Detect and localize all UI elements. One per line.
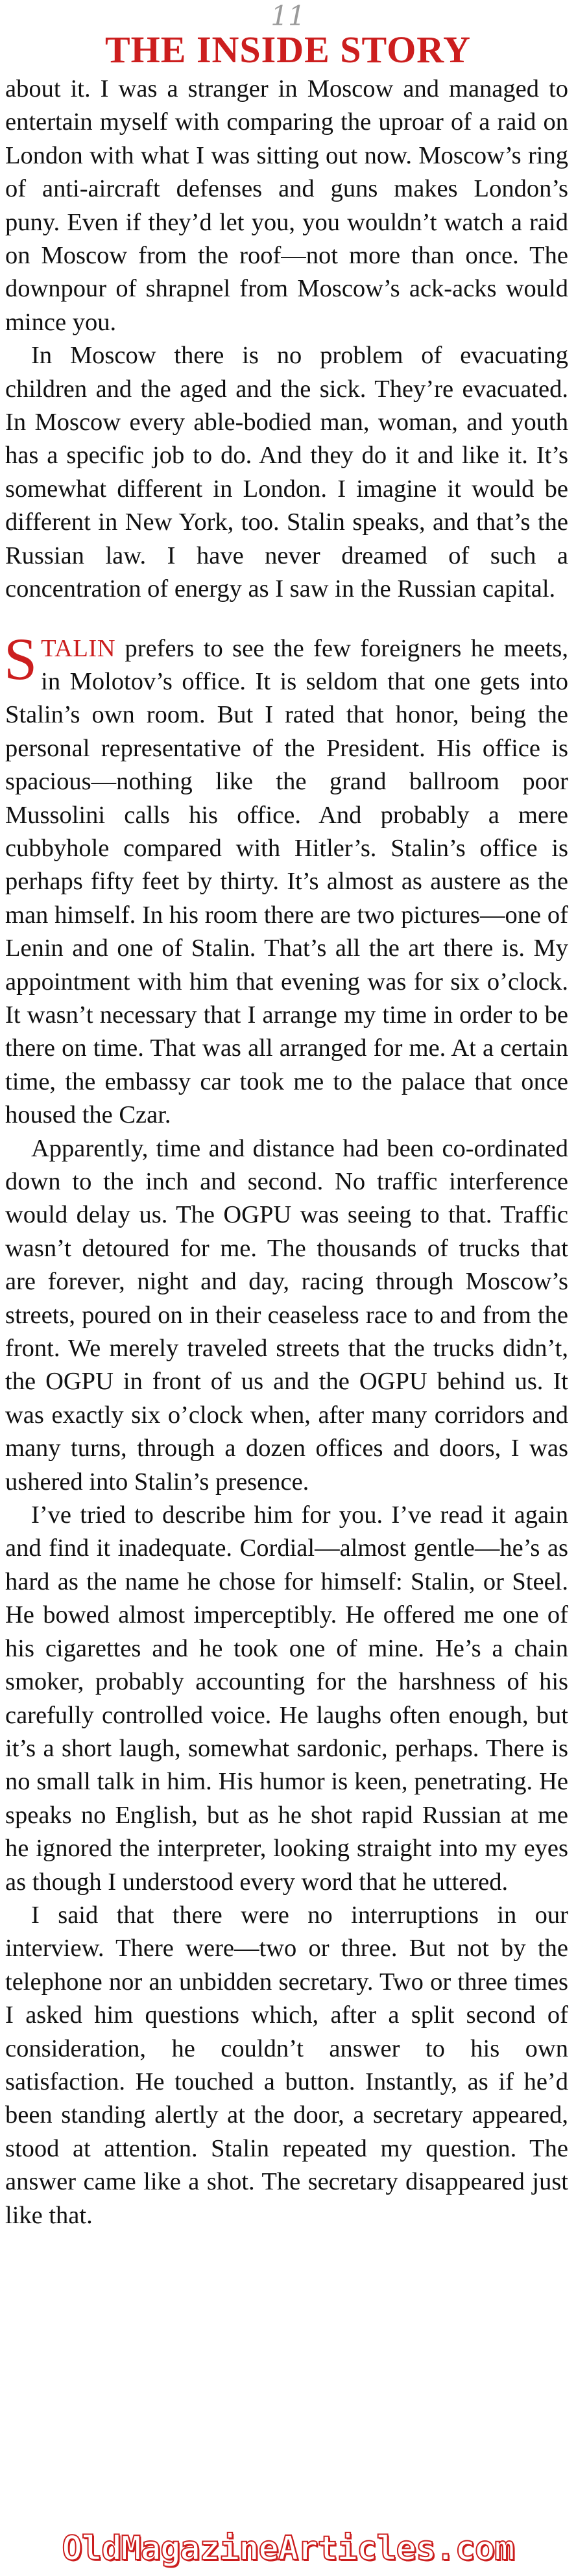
paragraph: about it. I was a stranger in Moscow and managed to entertain myself with comparing the uproar of a raid on London with what I was sitting out now. Moscow’s ring of anti-aircraft defenses and guns makes London’s puny. Even if they’d let you, you wouldn’t watch a raid on Moscow from the roof—not more than once. The downpour of shrapnel from Moscow’s ack-acks would mince you. xyxy=(5,75,568,336)
paragraph-text: prefers to see the few foreigners he meets, in Molotov’s office. It is seldom that one gets into Stalin’s own room. But I rated that honor, being the personal representative of the President. His office is spacious—nothing like the grand ballroom poor Mussolini calls his office. And probably a mere cubbyhole compared with Hitler’s. Stalin’s office is perhaps fifty feet by thirty. It’s almost as austere as the man himself. In his room there are two pictures—one of Lenin and one of Stalin. That’s all the art there is. My appointment with him that evening was for six o’clock. It wasn’t necessary that I arrange my time in order to be there on time. That was all arranged for me. At a certain time, the embassy car took me to the palace that once housed the Czar. xyxy=(5,634,568,1129)
section-paragraph xyxy=(4,625,568,1132)
lead-in: TALIN xyxy=(41,634,116,662)
site-watermark: OldMagazineArticles.com xyxy=(62,2529,514,2568)
drop-cap: S xyxy=(4,625,38,692)
page-number: 11 xyxy=(270,0,306,32)
running-head: THE INSIDE STORY xyxy=(104,29,472,71)
paragraph: Apparently, time and distance had been co-ordinated down to the inch and second. No traffic interference would delay us. The OGPU was seeing to that. Traffic wasn’t detoured for me. The thousands of trucks that are forever, night and day, racing through Moscow’s streets, poured on in their ceaseless race to and from the front. We merely traveled streets that the trucks didn’t, the OGPU in front of us and the OGPU behind us. It was exactly six o’clock when, after many corridors and many turns, through a dozen offices and doors, I was ushered into Stalin’s presence. xyxy=(5,1134,568,1496)
paragraph: In Moscow there is no problem of evacuating children and the aged and the sick. They’re evacuated. In Moscow every able-bodied man, woman, and youth has a specific job to do. And they do it and like it. It’s somewhat different in London. I imagine it would be different in New York, too. Stalin speaks, and that’s the Russian law. I have never dreamed of such a concentration of energy as I saw in the Russian capital. xyxy=(5,342,568,603)
paragraph: I said that there were no interruptions in our interview. There were—two or three. But not by the telephone nor an unbidden secretary. Two or three times I asked him questions which, after a split second of consideration, he couldn’t answer to his own satisfaction. He touched a button. Instantly, as if he’d been standing alertly at the door, a secretary appeared, stood at attention. Stalin repeated my question. The answer came like a shot. The secretary disappeared just like that. xyxy=(5,1901,568,2229)
article-body xyxy=(5,73,568,2232)
paragraph: I’ve tried to describe him for you. I’ve read it again and find it inadequate. Cordial—almost gentle—he’s as hard as the name he chose for himself: Stalin, or Steel. He bowed almost imperceptibly. He offered me one of his cigarettes and he took one of mine. He’s a chain smoker, probably accounting for the harshness of his carefully controlled voice. He laughs often enough, but it’s a short laugh, somewhat sardonic, perhaps. There is no small talk in him. His humor is keen, penetrating. He speaks no English, but as he shot rapid Russian at me he ignored the interpreter, looking straight into my eyes as though I understood every word that he uttered. xyxy=(5,1501,568,1896)
